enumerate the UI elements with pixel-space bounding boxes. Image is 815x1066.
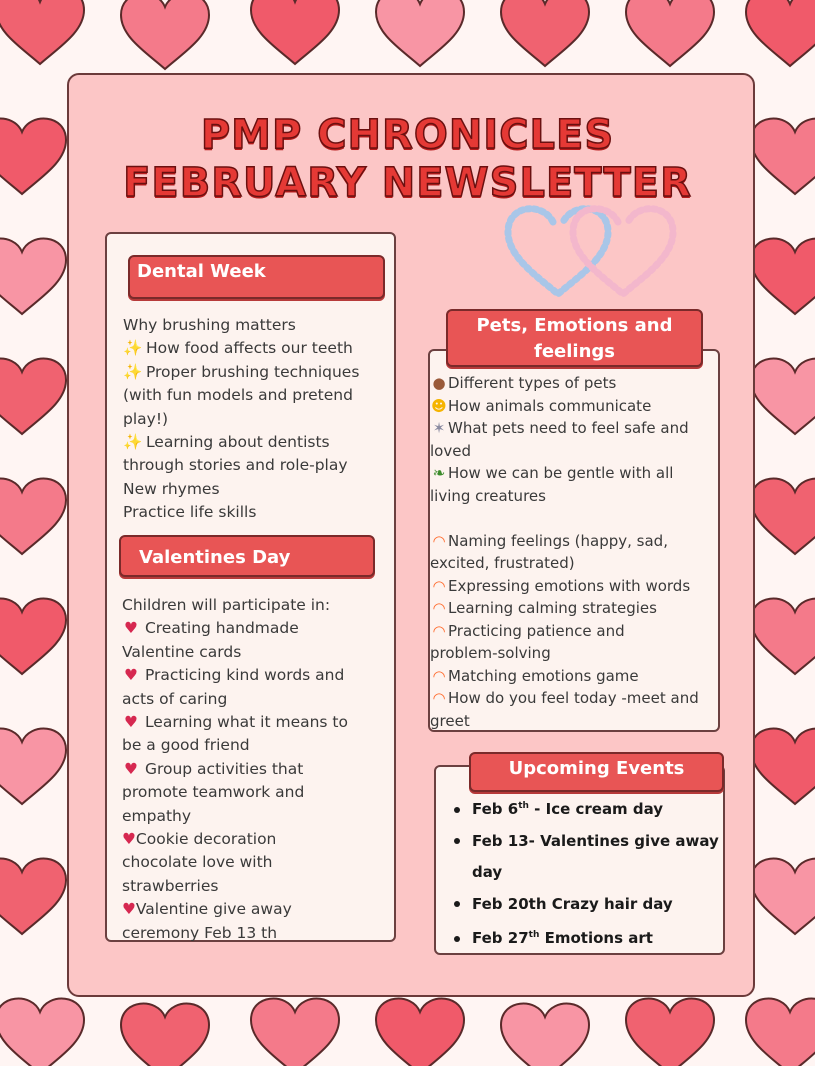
bullet-icon [454,807,460,813]
list-item: Valentine cards [122,642,242,661]
background-heart-icon [121,1004,209,1066]
upcoming-events-list [454,791,719,955]
list-item: ◠ How do you feel today -meet and [430,687,699,710]
background-heart-icon [751,729,815,804]
upcoming-events-heading-text: Upcoming Events [508,758,685,779]
background-heart-icon [626,0,714,66]
list-item: ♥ Creating handmade [122,617,348,640]
list-item: Feb 27th Emotions art [454,920,719,955]
rainbow-icon: ◠ [432,599,446,617]
cat-icon: ☻ [431,396,447,415]
background-heart-icon [751,479,815,554]
list-item: Why brushing matters [123,316,296,334]
pets-heading-line2: feelings [534,341,615,362]
background-heart-icon [751,359,815,434]
background-heart-icon [251,999,339,1066]
background-heart-icon [0,999,84,1066]
list-item: ✨ Proper brushing techniques [123,361,359,384]
dental-week-heading [128,255,385,299]
list-item: empathy [122,806,192,825]
background-heart-icon [251,0,339,64]
valentines-day-heading-text: Valentines Day [139,547,291,568]
valentines-list [122,594,348,945]
background-heart-icon [0,729,66,804]
list-item: ceremony Feb 13 th [122,923,278,942]
list-item: greet [430,711,470,730]
list-item: ♥ Learning what it means to [122,711,348,734]
list-item: ♥Cookie decoration [122,830,277,849]
heart-icon: ♥ [124,619,138,638]
background-heart-icon [376,999,464,1066]
list-item: Feb 13- Valentines give away [454,826,719,858]
list-item: be a good friend [122,736,250,755]
list-item: ● Different types of pets [430,372,699,395]
background-heart-icon [626,999,714,1066]
pets-emotions-list [430,372,699,732]
rainbow-icon: ◠ [432,531,446,550]
pets-emotions-heading [446,309,703,367]
sparkle-icon: ✨ [123,339,143,358]
list-item: ◠ Expressing emotions with words [430,575,699,598]
list-item: ◠ Practicing patience and [430,620,699,643]
rainbow-icon: ◠ [432,576,446,595]
list-item: acts of caring [122,689,228,708]
list-item: ❧ How we can be gentle with all [430,462,699,485]
heart-icon: ♥ [122,900,136,919]
bullet-icon [454,901,460,907]
caterpillar-icon: ❧ [432,464,446,482]
background-heart-icon [0,859,66,934]
list-item: ✨ How food affects our teeth [123,337,359,360]
heart-icon: ♥ [124,759,138,778]
sparkle-icon: ✨ [123,362,143,381]
list-item: loved [430,441,471,460]
list-item: Feb 20th Crazy hair day [454,889,719,921]
bunny-icon: ✶ [432,419,446,437]
background-heart-icon [0,479,66,554]
background-heart-icon [501,0,589,66]
rainbow-icon: ◠ [432,689,446,707]
sparkle-icon: ✨ [123,433,143,452]
list-item: Practice life skills [123,503,257,522]
list-item: ✶ What pets need to feel safe and [430,417,699,440]
bullet-icon [454,838,460,844]
list-item: problem-solving [430,644,551,662]
list-item: ◠ Learning calming strategies [430,597,699,620]
list-item: play!) [123,409,169,428]
list-item: ♥Valentine give away [122,900,292,919]
list-item: ♥ Practicing kind words and [122,664,348,687]
page-title-line2: FEBRUARY NEWSLETTER [123,160,692,206]
list-item: (with fun models and pretend [123,386,353,405]
dental-week-list [123,314,359,525]
list-item: living creatures [430,486,546,505]
background-heart-icon [751,859,815,934]
paw-icon: ● [432,374,446,392]
upcoming-events-heading [469,752,724,792]
list-item: ☻How animals communicate [430,395,699,418]
list-item: strawberries [122,876,219,895]
background-heart-icon [376,0,464,66]
list-item: ◠ Matching emotions game [430,665,699,688]
heart-icon: ♥ [124,666,138,685]
valentines-day-heading [119,535,375,577]
bullet-icon [454,936,460,942]
list-item: Feb 6th - Ice cream day [454,791,719,826]
list-item: ✨ Learning about dentists [123,431,359,454]
background-heart-icon [501,1004,589,1066]
heart-icon: ♥ [122,830,136,849]
background-heart-icon [0,599,66,674]
list-item: excited, frustrated) [430,554,575,572]
list-item: through stories and role-play [123,456,348,475]
list-item: New rhymes [123,479,220,498]
list-item: promote teamwork and [122,783,305,802]
background-heart-icon [121,0,209,69]
list-item: ◠ Naming feelings (happy, sad, [430,530,699,553]
list-item: ♥ Group activities that [122,758,348,781]
background-heart-icon [746,0,815,66]
rainbow-icon: ◠ [432,621,446,640]
background-heart-icon [0,0,84,64]
pets-heading-line1: Pets, Emotions and [476,315,673,336]
background-heart-icon [746,999,815,1066]
page-title-line1: PMP CHRONICLES [200,112,615,158]
rainbow-icon: ◠ [432,666,446,685]
spacer [430,507,699,530]
background-heart-icon [751,239,815,314]
list-item: day [472,863,503,881]
flower-hearts-icon [498,192,688,302]
list-item: chocolate love with [122,853,273,872]
background-heart-icon [751,599,815,674]
background-heart-icon [0,359,66,434]
heart-icon: ♥ [124,713,138,732]
list-item: Children will participate in: [122,596,331,614]
background-heart-icon [0,239,66,314]
dental-week-heading-text: Dental Week [137,261,266,282]
